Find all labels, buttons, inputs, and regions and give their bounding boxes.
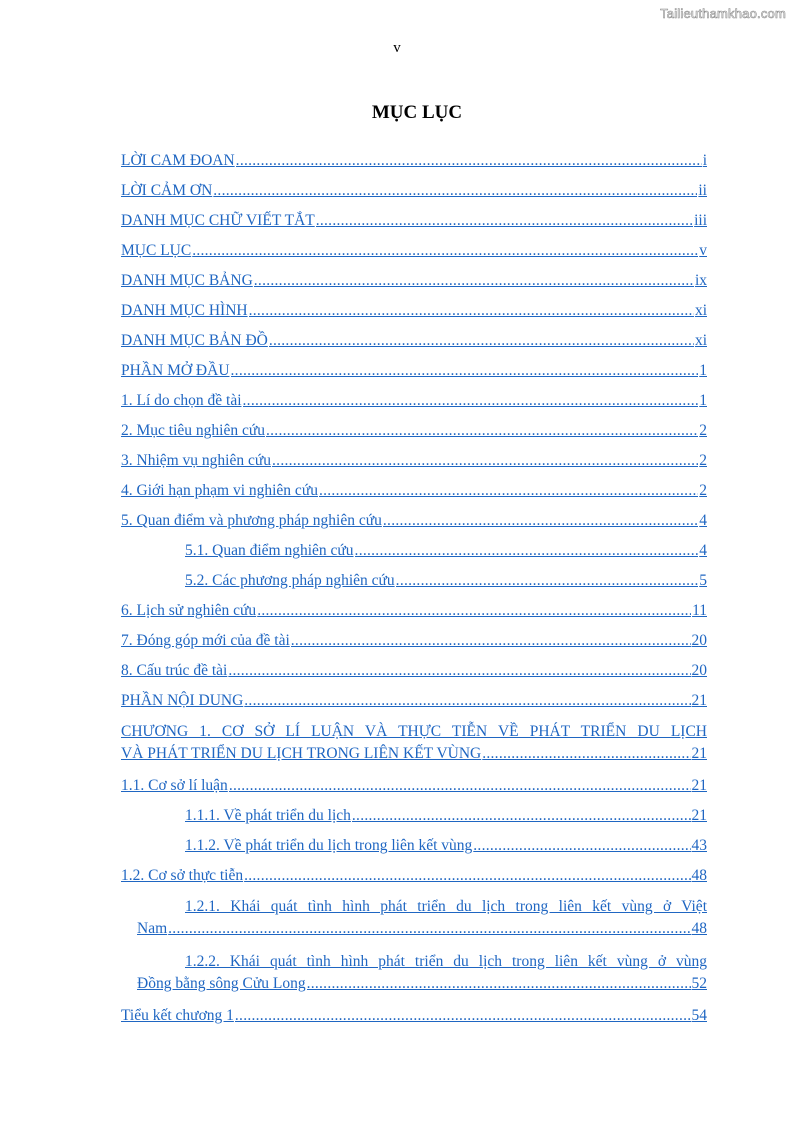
toc-entry[interactable] — [121, 230, 707, 260]
toc-entry-page: v — [699, 242, 707, 259]
toc-entry-label-line2: Đồng bằng sông Cửu Long — [137, 975, 306, 992]
toc-entry-label: Tiểu kết chương 1 — [121, 1007, 234, 1024]
toc-entry-page: xi — [694, 302, 707, 319]
toc-entry-label: PHẦN NỘI DUNG — [121, 692, 244, 709]
toc-entry[interactable] — [121, 620, 707, 650]
dot-leader — [355, 542, 699, 560]
dot-leader — [254, 272, 694, 290]
toc-subentry[interactable] — [121, 530, 707, 560]
dot-leader — [257, 602, 691, 620]
toc-entry[interactable] — [121, 170, 707, 200]
toc-entry-label: 5.2. Các phương pháp nghiên cứu — [185, 572, 395, 589]
dot-leader — [291, 632, 691, 650]
toc-entry-page: iii — [694, 212, 707, 229]
toc-entry-label: 2. Mục tiêu nghiên cứu — [121, 422, 265, 439]
toc-entry[interactable] — [121, 500, 707, 530]
dot-leader — [236, 152, 702, 170]
dot-leader — [352, 807, 691, 825]
toc-entry-label: DANH MỤC CHỮ VIẾT TẮT — [121, 212, 315, 229]
toc-entry-label: MỤC LỤC — [121, 242, 192, 259]
toc-entry-page: 20 — [691, 662, 707, 679]
toc-entry-label: 3. Nhiệm vụ nghiên cứu — [121, 452, 272, 469]
toc-entry-label: LỜI CAM ĐOAN — [121, 152, 235, 169]
toc-entry-label: 1.1. Cơ sở lí luận — [121, 777, 228, 794]
toc-entry-label-line2: Nam — [137, 920, 168, 937]
dot-leader — [243, 392, 699, 410]
toc-entry-page: 20 — [691, 632, 707, 649]
toc-entry[interactable] — [121, 380, 707, 410]
toc-entry-page: 1 — [699, 392, 707, 409]
toc-entry-page: 2 — [699, 452, 707, 469]
toc-entry-chapter[interactable] — [121, 710, 707, 765]
toc-entry-label: PHẦN MỞ ĐẦU — [121, 362, 230, 379]
dot-leader — [168, 918, 690, 940]
toc-entry-label: 1.2. Cơ sở thực tiễn — [121, 867, 244, 884]
toc-entry[interactable] — [121, 290, 707, 320]
toc-entry-label: 5.1. Quan điểm nghiên cứu — [185, 542, 354, 559]
dot-leader — [228, 662, 690, 680]
toc-subentry[interactable] — [121, 825, 707, 855]
table-of-contents — [121, 140, 707, 1025]
toc-entry-page: 54 — [691, 1007, 707, 1024]
toc-entry-label: 1.1.1. Về phát triển du lịch — [185, 807, 351, 824]
toc-subentry[interactable] — [121, 560, 707, 590]
toc-entry-page: 2 — [699, 482, 707, 499]
dot-leader — [244, 867, 690, 885]
dot-leader — [307, 973, 691, 995]
dot-leader — [235, 1007, 691, 1025]
dot-leader — [244, 692, 690, 710]
dot-leader — [272, 452, 698, 470]
toc-entry-page: 4 — [699, 512, 707, 529]
toc-entry-page: i — [702, 152, 707, 169]
dot-leader — [213, 182, 697, 200]
toc-title: MỤC LỤC — [371, 102, 463, 123]
toc-entry-page: 43 — [691, 837, 707, 854]
toc-entry-page: 2 — [699, 422, 707, 439]
toc-entry[interactable] — [121, 855, 707, 885]
toc-entry-page: 21 — [691, 777, 707, 794]
toc-entry-label: LỜI CẢM ƠN — [121, 182, 213, 199]
toc-entry-page: 5 — [699, 572, 707, 589]
dot-leader — [482, 743, 690, 765]
page-number: v — [393, 40, 401, 56]
dot-leader — [249, 302, 694, 320]
toc-entry-label-line1: 1.2.1. Khái quát tình hình phát triển du lịch trong liên kết vùng ở Việt — [185, 898, 707, 915]
watermark-text: Tailieuthamkhao.com — [660, 6, 786, 21]
toc-entry-label-line1: 1.2.2. Khái quát tình hình phát triển du lịch trong liên kết vùng ở vùng — [185, 953, 707, 970]
toc-subentry[interactable] — [121, 795, 707, 825]
toc-entry[interactable] — [121, 140, 707, 170]
dot-leader — [319, 482, 698, 500]
toc-entry-label-line1: CHƯƠNG 1. CƠ SỞ LÍ LUẬN VÀ THỰC TIỄN VỀ PHÁT TRIỂN DU LỊCH — [121, 723, 707, 740]
toc-entry[interactable] — [121, 350, 707, 380]
toc-entry-label: 1. Lí do chọn đề tài — [121, 392, 242, 409]
dot-leader — [473, 837, 690, 855]
toc-entry-label: 8. Cấu trúc đề tài — [121, 662, 228, 679]
dot-leader — [269, 332, 694, 350]
toc-entry-label: 5. Quan điểm và phương pháp nghiên cứu — [121, 512, 382, 529]
dot-leader — [266, 422, 698, 440]
toc-entry[interactable] — [121, 320, 707, 350]
toc-entry[interactable] — [121, 470, 707, 500]
toc-entry[interactable] — [121, 440, 707, 470]
toc-entry-label: DANH MỤC BẢNG — [121, 272, 253, 289]
toc-entry[interactable] — [121, 680, 707, 710]
toc-entry-page: 4 — [699, 542, 707, 559]
dot-leader — [383, 512, 698, 530]
toc-entry[interactable] — [121, 410, 707, 440]
toc-entry-label: DANH MỤC HÌNH — [121, 302, 248, 319]
toc-entry-label-line2: VÀ PHÁT TRIỂN DU LỊCH TRONG LIÊN KẾT VÙNG — [121, 745, 482, 762]
toc-entry-page: ix — [694, 272, 707, 289]
toc-entry[interactable] — [121, 260, 707, 290]
dot-leader — [192, 242, 698, 260]
toc-entry[interactable] — [121, 765, 707, 795]
toc-entry-label: DANH MỤC BẢN ĐỒ — [121, 332, 268, 349]
toc-entry-page: 21 — [691, 745, 707, 762]
toc-subentry[interactable] — [121, 940, 707, 995]
dot-leader — [316, 212, 693, 230]
toc-entry[interactable] — [121, 995, 707, 1025]
toc-entry-page: 21 — [691, 692, 707, 709]
toc-subentry[interactable] — [121, 885, 707, 940]
toc-entry[interactable] — [121, 590, 707, 620]
toc-entry-page: 48 — [691, 920, 707, 937]
toc-entry-page: ii — [698, 182, 707, 199]
dot-leader — [231, 362, 699, 380]
toc-entry-page: 52 — [691, 975, 707, 992]
toc-entry[interactable] — [121, 200, 707, 230]
dot-leader — [396, 572, 699, 590]
toc-entry-page: 11 — [692, 602, 707, 619]
toc-entry-page: 21 — [691, 807, 707, 824]
toc-entry-page: xi — [694, 332, 707, 349]
toc-entry-page: 48 — [691, 867, 707, 884]
dot-leader — [229, 777, 691, 795]
toc-entry-label: 7. Đóng góp mới của đề tài — [121, 632, 290, 649]
toc-entry-label: 1.1.2. Về phát triển du lịch trong liên kết vùng — [185, 837, 473, 854]
toc-entry-label: 4. Giới hạn phạm vi nghiên cứu — [121, 482, 318, 499]
toc-entry[interactable] — [121, 650, 707, 680]
toc-entry-page: 1 — [699, 362, 707, 379]
toc-entry-label: 6. Lịch sử nghiên cứu — [121, 602, 257, 619]
